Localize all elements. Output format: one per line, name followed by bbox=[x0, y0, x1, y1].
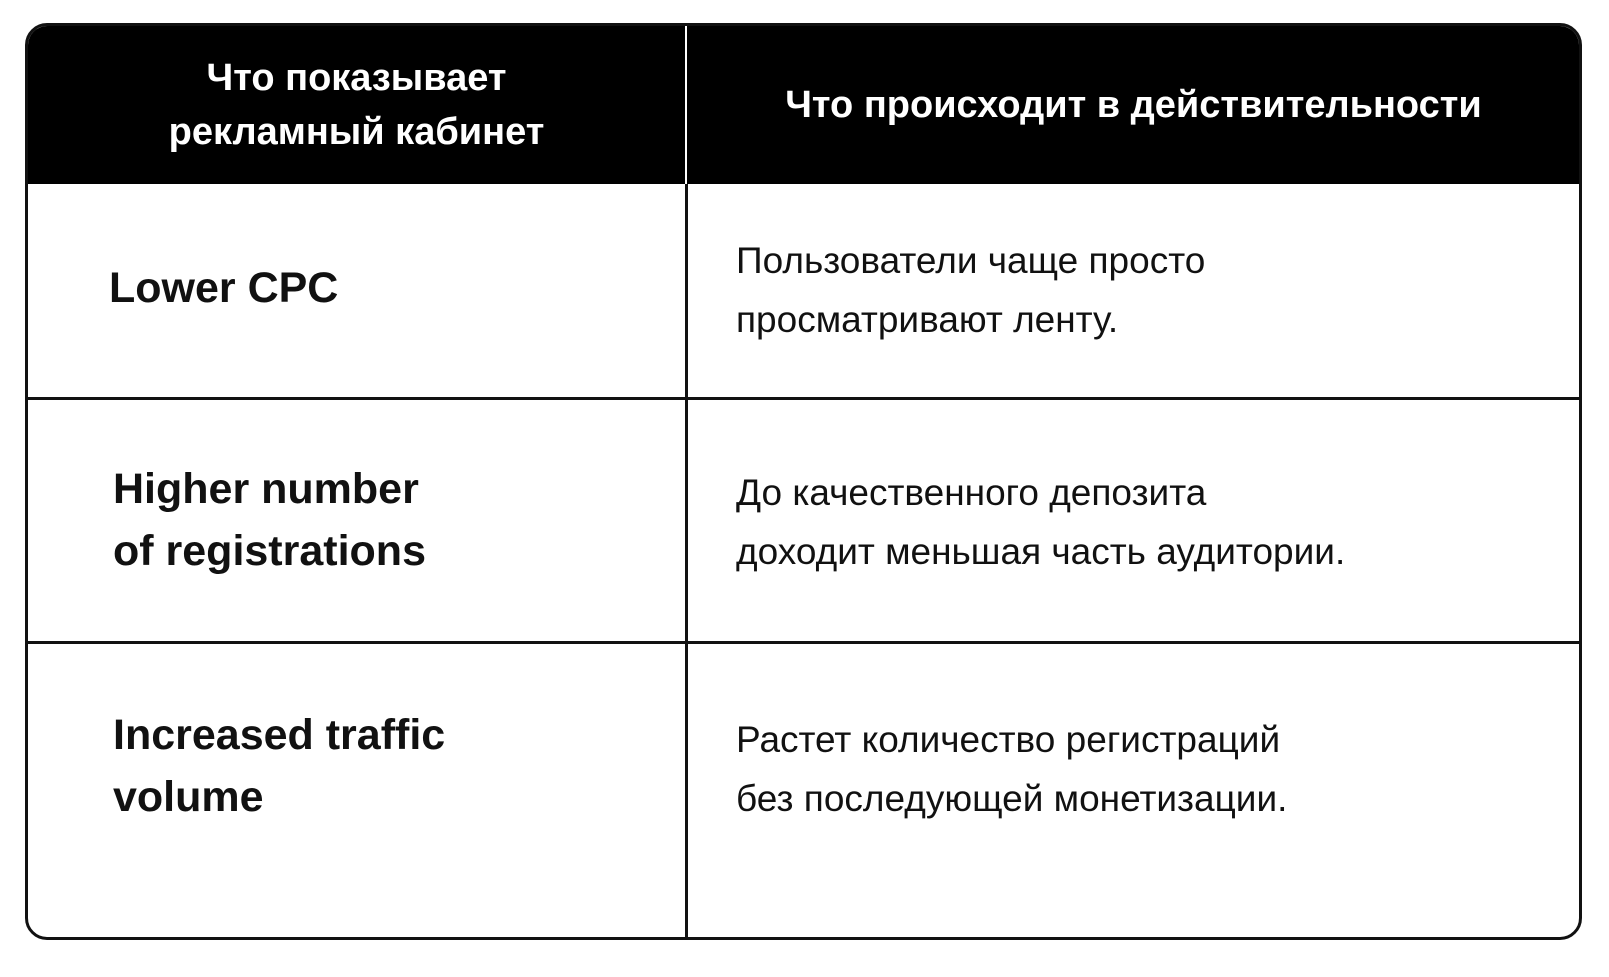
metric-cell: Higher number of registrations bbox=[113, 465, 426, 575]
header-divider bbox=[685, 26, 687, 184]
reality-cell: До качественного депозита доходит меньшая часть аудитории. bbox=[736, 472, 1346, 572]
row-divider bbox=[28, 397, 1579, 400]
column-divider bbox=[685, 184, 688, 940]
table-header bbox=[28, 26, 1579, 184]
row-divider bbox=[28, 641, 1579, 644]
header-cell-reality: Что происходит в действительности bbox=[785, 84, 1482, 126]
reality-cell: Пользователи чаще просто просматривают ленту. bbox=[736, 240, 1206, 340]
metric-cell: Lower CPC bbox=[109, 264, 339, 312]
header-cell-ad-cabinet: Что показывает рекламный кабинет bbox=[168, 57, 545, 153]
metric-cell: Increased traffic volume bbox=[113, 711, 446, 821]
reality-cell: Растет количество регистраций без последующей монетизации. bbox=[736, 719, 1288, 819]
comparison-table bbox=[25, 23, 1582, 940]
